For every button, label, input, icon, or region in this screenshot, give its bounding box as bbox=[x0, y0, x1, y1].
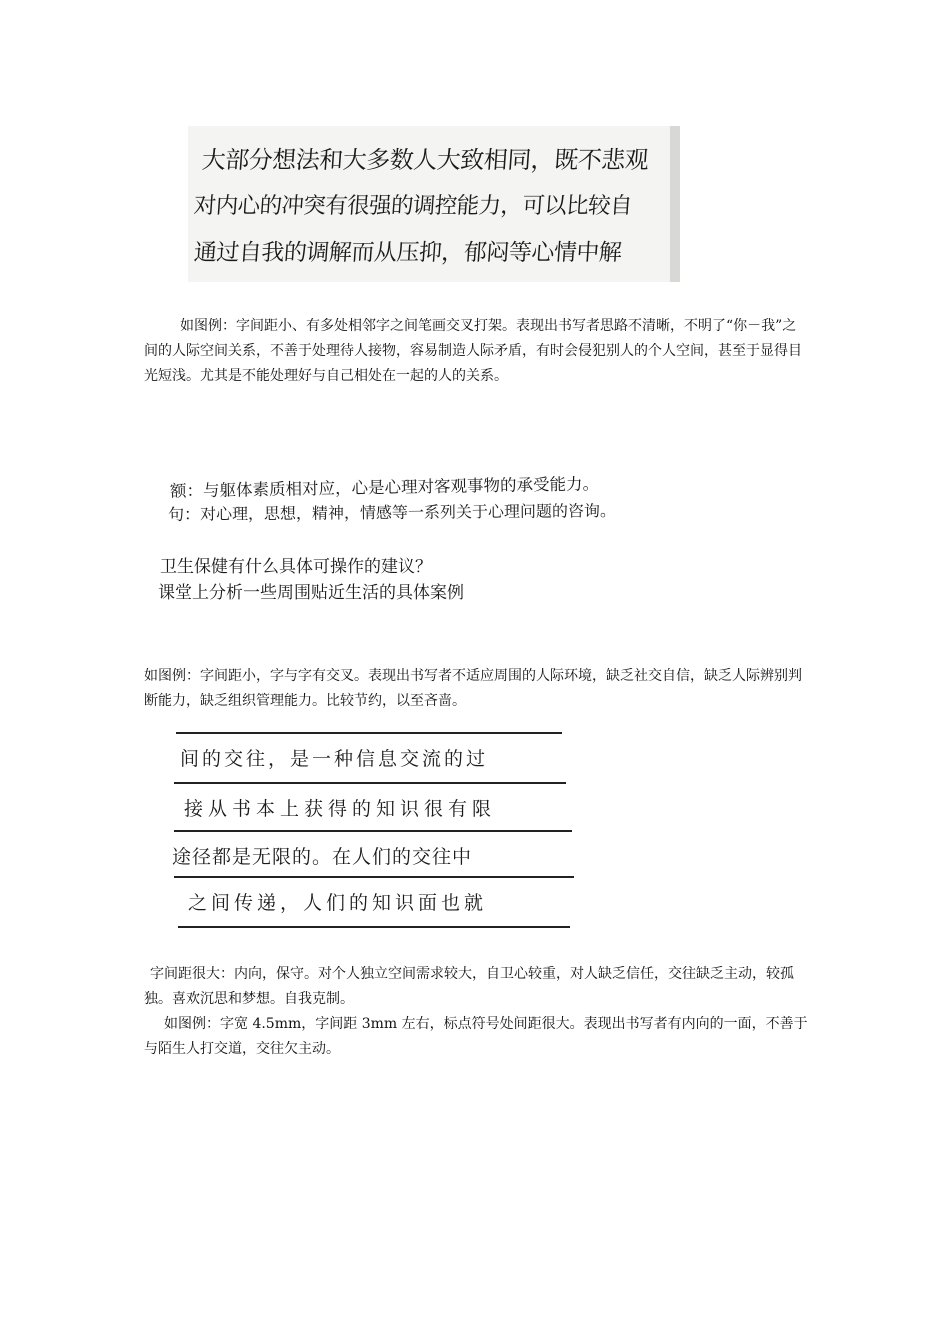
handwriting-sample-1 bbox=[188, 126, 680, 282]
handwriting-1-line-2: 对内心的冲突有很强的调控能力，可以比较自 bbox=[192, 193, 633, 219]
handwriting-sample-3 bbox=[144, 720, 576, 926]
handwriting-1-line-1: 大部分想法和大多数人大致相同，既不悲观 bbox=[200, 146, 650, 174]
handwriting-2-line-3: 卫生保健有什么具体可操作的建议？ bbox=[160, 557, 432, 577]
handwriting-3-line-2: 接从书本上获得的知识很有限 bbox=[184, 798, 497, 820]
ruled-line bbox=[178, 926, 570, 928]
paragraph-1: 如图例：字间距小、有多处相邻字之间笔画交叉打架。表现出书写者思路不清晰，不明了“你－我”之间的人际空间关系，不善于处理待人接物，容易制造人际矛盾，有时会侵犯别人的个人空间，甚至于显得目光短浅。尤其是不能处理好与自己相处在一起的人的关系。 bbox=[144, 318, 802, 384]
paragraph-3a: 字间距很大：内向，保守。对个人独立空间需求较大，自卫心较重，对人缺乏信任，交往缺乏主动，较孤独。喜欢沉思和梦想。自我克制。 bbox=[144, 966, 794, 1007]
handwriting-1-line-3: 通过自我的调解而从压抑，郁闷等心情中解 bbox=[192, 240, 623, 266]
paragraph-2: 如图例：字间距小，字与字有交叉。表现出书写者不适应周围的人际环境，缺乏社交自信，缺乏人际辨别判断能力，缺乏组织管理能力。比较节约，以至吝啬。 bbox=[144, 668, 802, 709]
handwriting-2-line-4: 课堂上分析一些周围贴近生活的具体案例 bbox=[158, 583, 464, 603]
handwriting-2-line-1: 额：与躯体素质相对应，心是心理对客观事物的承受能力。 bbox=[169, 474, 600, 501]
ruled-line bbox=[174, 830, 572, 832]
handwriting-sample-2 bbox=[154, 452, 674, 614]
ruled-line bbox=[176, 732, 562, 734]
handwriting-3-line-4: 之间传递，人们的知识面也就 bbox=[188, 892, 488, 914]
handwriting-2-line-2: 句：对心理，思想，精神，情感等一系列关于心理问题的咨询。 bbox=[167, 501, 617, 524]
ruled-line bbox=[174, 876, 574, 878]
ruled-line bbox=[174, 782, 566, 784]
handwriting-3-line-1: 间的交往，是一种信息交流的过 bbox=[180, 748, 489, 770]
handwriting-3-line-3: 途径都是无限的。在人们的交往中 bbox=[172, 846, 473, 868]
paragraph-3b: 如图例：字宽 4.5mm，字间距 3mm 左右，标点符号处间距很大。表现出书写者有内向的一面，不善于与陌生人打交道，交往欠主动。 bbox=[144, 1016, 808, 1057]
